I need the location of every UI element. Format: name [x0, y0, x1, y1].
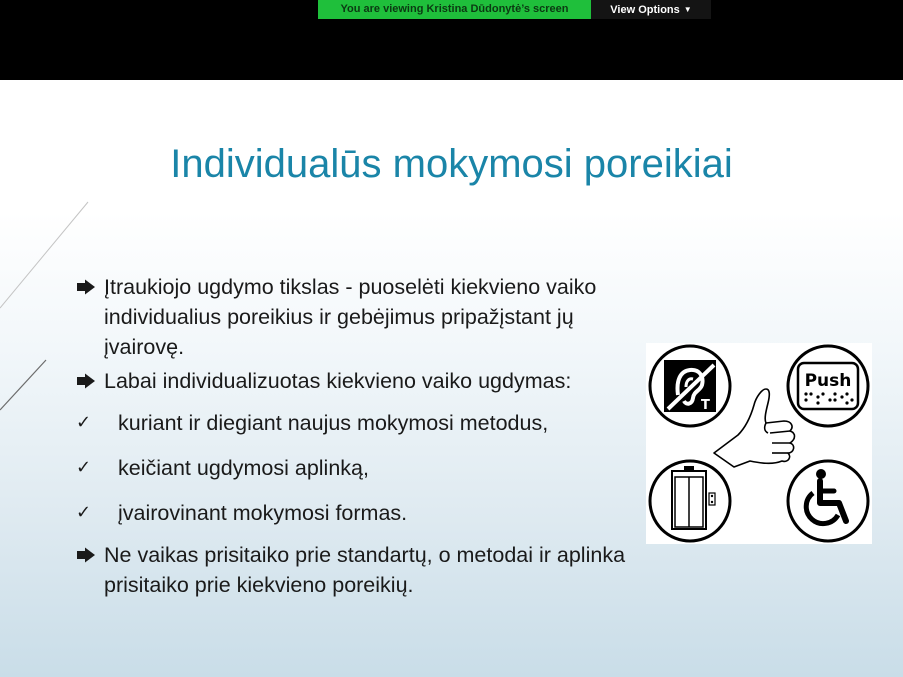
check-text: kuriant ir diegiant naujus mokymosi metodus, — [118, 411, 549, 435]
screen-share-banner: You are viewing Kristina Dūdonytė’s screen — [318, 0, 591, 19]
checkmark-icon: ✓ — [76, 457, 92, 478]
arrow-bullet-icon — [76, 279, 96, 295]
accessibility-symbols-picture — [646, 343, 872, 544]
bullet-item — [76, 272, 636, 362]
check-item — [76, 498, 636, 528]
accessibility-symbols-graphic — [646, 343, 872, 544]
bullet-text: Labai individualizuotas kiekvieno vaiko ugdymas: — [104, 369, 572, 393]
bullet-item — [76, 540, 636, 600]
check-text: įvairovinant mokymosi formas. — [118, 501, 408, 525]
check-text: keičiant ugdymosi aplinką, — [118, 456, 369, 480]
bullet-text: Ne vaikas prisitaiko prie standartų, o metodai ir aplinka prisitaiko prie kiekvieno poreikių. — [104, 543, 626, 597]
wheelchair-icon — [788, 461, 868, 541]
hearing-loop-icon — [650, 346, 730, 426]
slide-title: Individualūs mokymosi poreikiai — [170, 142, 733, 186]
screen-share-top-bar — [0, 0, 903, 80]
checkmark-icon: ✓ — [76, 412, 92, 433]
arrow-bullet-icon — [76, 373, 96, 389]
checkmark-icon: ✓ — [76, 502, 92, 523]
arrow-bullet-icon — [76, 547, 96, 563]
bullet-text: Įtraukiojo ugdymo tikslas - puoselėti kiekvieno vaiko individualius poreikius ir gebėjimus pripažįstant jų įvairovę. — [104, 275, 597, 359]
check-item — [76, 408, 636, 438]
elevator-icon — [650, 461, 730, 541]
slide-content — [76, 272, 636, 604]
view-options-label: View Options — [610, 4, 680, 16]
chevron-down-icon: ▼ — [683, 5, 692, 14]
hearing-loop-letter: T — [701, 398, 710, 413]
push-label: Push — [804, 371, 852, 391]
shared-slide — [0, 80, 903, 677]
check-item — [76, 453, 636, 483]
push-braille-icon — [788, 346, 868, 426]
bullet-item — [76, 366, 636, 396]
view-options-button[interactable] — [591, 0, 711, 19]
